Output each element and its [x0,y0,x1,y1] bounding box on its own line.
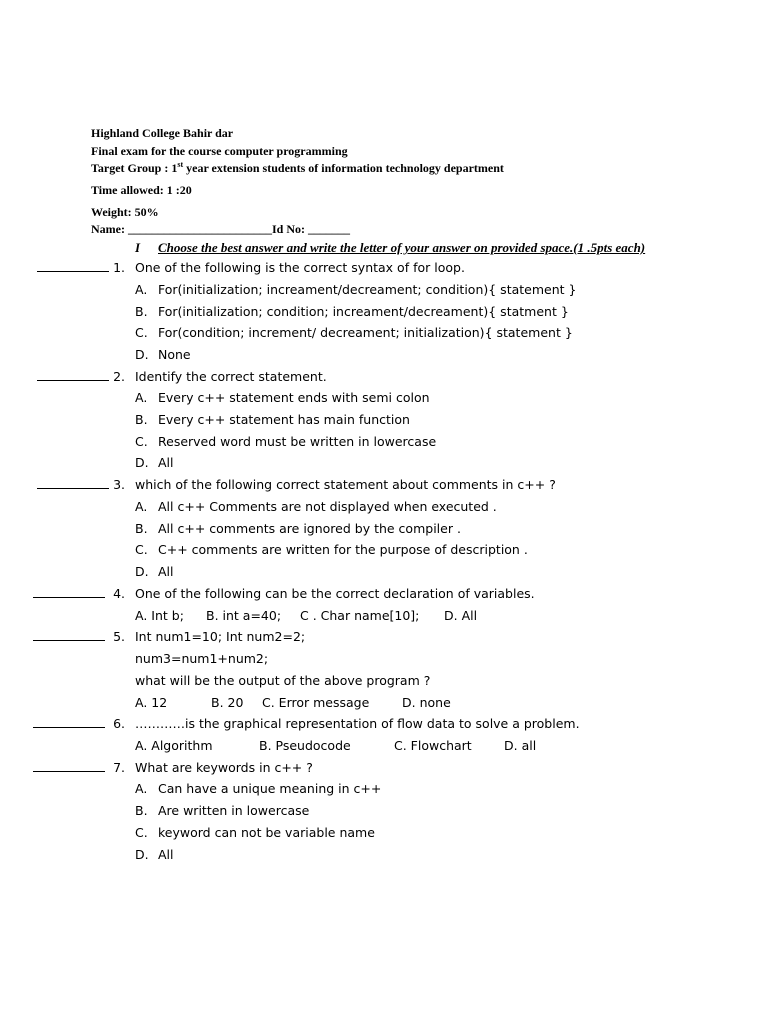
section-instruction: Choose the best answer and write the letter of your answer on provided space.(1 .5pts each) [158,240,646,255]
option-letter: B. [135,803,148,818]
option-a [0,779,768,799]
question-4 [0,584,768,604]
exam-title: Final exam for the course computer programming [91,144,348,158]
question-text: One of the following can be the correct declaration of variables. [135,586,535,601]
option-text: For(initialization; increament/decreament; condition){ statement } [158,282,577,297]
name-id-line: Name: ________________________Id No: _______ [91,222,350,236]
weight: Weight: 50% [91,205,159,219]
option-b [0,519,768,539]
option-letter: D. [135,347,149,362]
option-b: B. Pseudocode [259,738,351,753]
question-text: what will be the output of the above program ? [135,673,431,688]
answer-blank[interactable] [37,271,109,272]
question-text: …………is the graphical representation of flow data to solve a problem. [135,716,580,731]
question-code-line [0,649,768,669]
option-text: Reserved word must be written in lowercase [158,434,437,449]
option-b [0,302,768,322]
answer-blank[interactable] [33,771,105,772]
option-letter: B. [135,521,148,536]
option-letter: A. [135,781,148,796]
option-letter: C. [135,825,148,840]
option-text: All c++ Comments are not displayed when executed . [158,499,497,514]
option-letter: A. [135,390,148,405]
option-letter: A. [135,499,148,514]
inline-options [0,606,768,626]
option-a [0,497,768,517]
question-text: Identify the correct statement. [135,369,327,384]
option-letter: A. [135,282,148,297]
target-group-sup: st [177,160,184,169]
question-6 [0,714,768,734]
option-text: For(condition; increment/ decreament; initialization){ statement } [158,325,573,340]
option-c: C . Char name[10]; [300,608,420,623]
answer-blank[interactable] [37,488,109,489]
option-text: C++ comments are written for the purpose of description . [158,542,528,557]
answer-blank[interactable] [37,380,109,381]
inline-options [0,693,768,713]
question-2 [0,367,768,387]
option-b [0,801,768,821]
question-number: 3. [113,477,125,492]
option-d: D. none [402,695,451,710]
option-c: C. Flowchart [394,738,472,753]
question-text: Int num1=10; Int num2=2; [135,629,306,644]
question-7 [0,758,768,778]
question-text: which of the following correct statement about comments in c++ ? [135,477,556,492]
target-group-suffix: year extension students of information technology department [183,161,504,175]
question-text: One of the following is the correct syntax of for loop. [135,260,465,275]
section-number: I [135,240,141,255]
option-d [0,453,768,473]
option-b [0,410,768,430]
question-prompt-line [0,671,768,691]
question-number: 4. [113,586,125,601]
option-c: C. Error message [262,695,370,710]
target-group [91,161,504,175]
question-number: 1. [113,260,125,275]
option-text: Every c++ statement has main function [158,412,410,427]
option-d [0,845,768,865]
option-letter: D. [135,564,149,579]
answer-blank[interactable] [33,727,105,728]
option-letter: D. [135,455,149,470]
option-a [0,280,768,300]
option-text: Every c++ statement ends with semi colon [158,390,430,405]
answer-blank[interactable] [33,640,105,641]
section-heading [135,240,645,256]
inline-options [0,736,768,756]
question-3 [0,475,768,495]
option-text: None [158,347,191,362]
question-1 [0,258,768,278]
option-text: For(initialization; condition; increament/decreament){ statment } [158,304,569,319]
time-allowed: Time allowed: 1 :20 [91,183,192,197]
option-c [0,823,768,843]
option-b: B. 20 [211,695,244,710]
option-d: D. All [444,608,478,623]
question-text: What are keywords in c++ ? [135,760,313,775]
option-c [0,323,768,343]
option-letter: C. [135,325,148,340]
option-d: D. all [504,738,537,753]
question-number: 7. [113,760,125,775]
answer-blank[interactable] [33,597,105,598]
question-text: num3=num1+num2; [135,651,269,666]
question-number: 6. [113,716,125,731]
option-text: Can have a unique meaning in c++ [158,781,382,796]
option-a: A. 12 [135,695,168,710]
option-letter: D. [135,847,149,862]
target-group-prefix: Target Group : 1 [91,161,178,175]
option-d [0,345,768,365]
option-text: All [158,847,174,862]
option-text: All [158,455,174,470]
question-5 [0,627,768,647]
option-text: All [158,564,174,579]
option-c [0,540,768,560]
option-text: All c++ comments are ignored by the compiler . [158,521,461,536]
option-b: B. int a=40; [206,608,282,623]
option-a: A. Int b; [135,608,184,623]
question-number: 2. [113,369,125,384]
option-text: keyword can not be variable name [158,825,375,840]
option-letter: C. [135,434,148,449]
option-a [0,388,768,408]
option-letter: B. [135,412,148,427]
option-c [0,432,768,452]
option-text: Are written in lowercase [158,803,310,818]
option-letter: C. [135,542,148,557]
college-name: Highland College Bahir dar [91,126,234,140]
option-d [0,562,768,582]
option-a: A. Algorithm [135,738,213,753]
question-number: 5. [113,629,125,644]
option-letter: B. [135,304,148,319]
